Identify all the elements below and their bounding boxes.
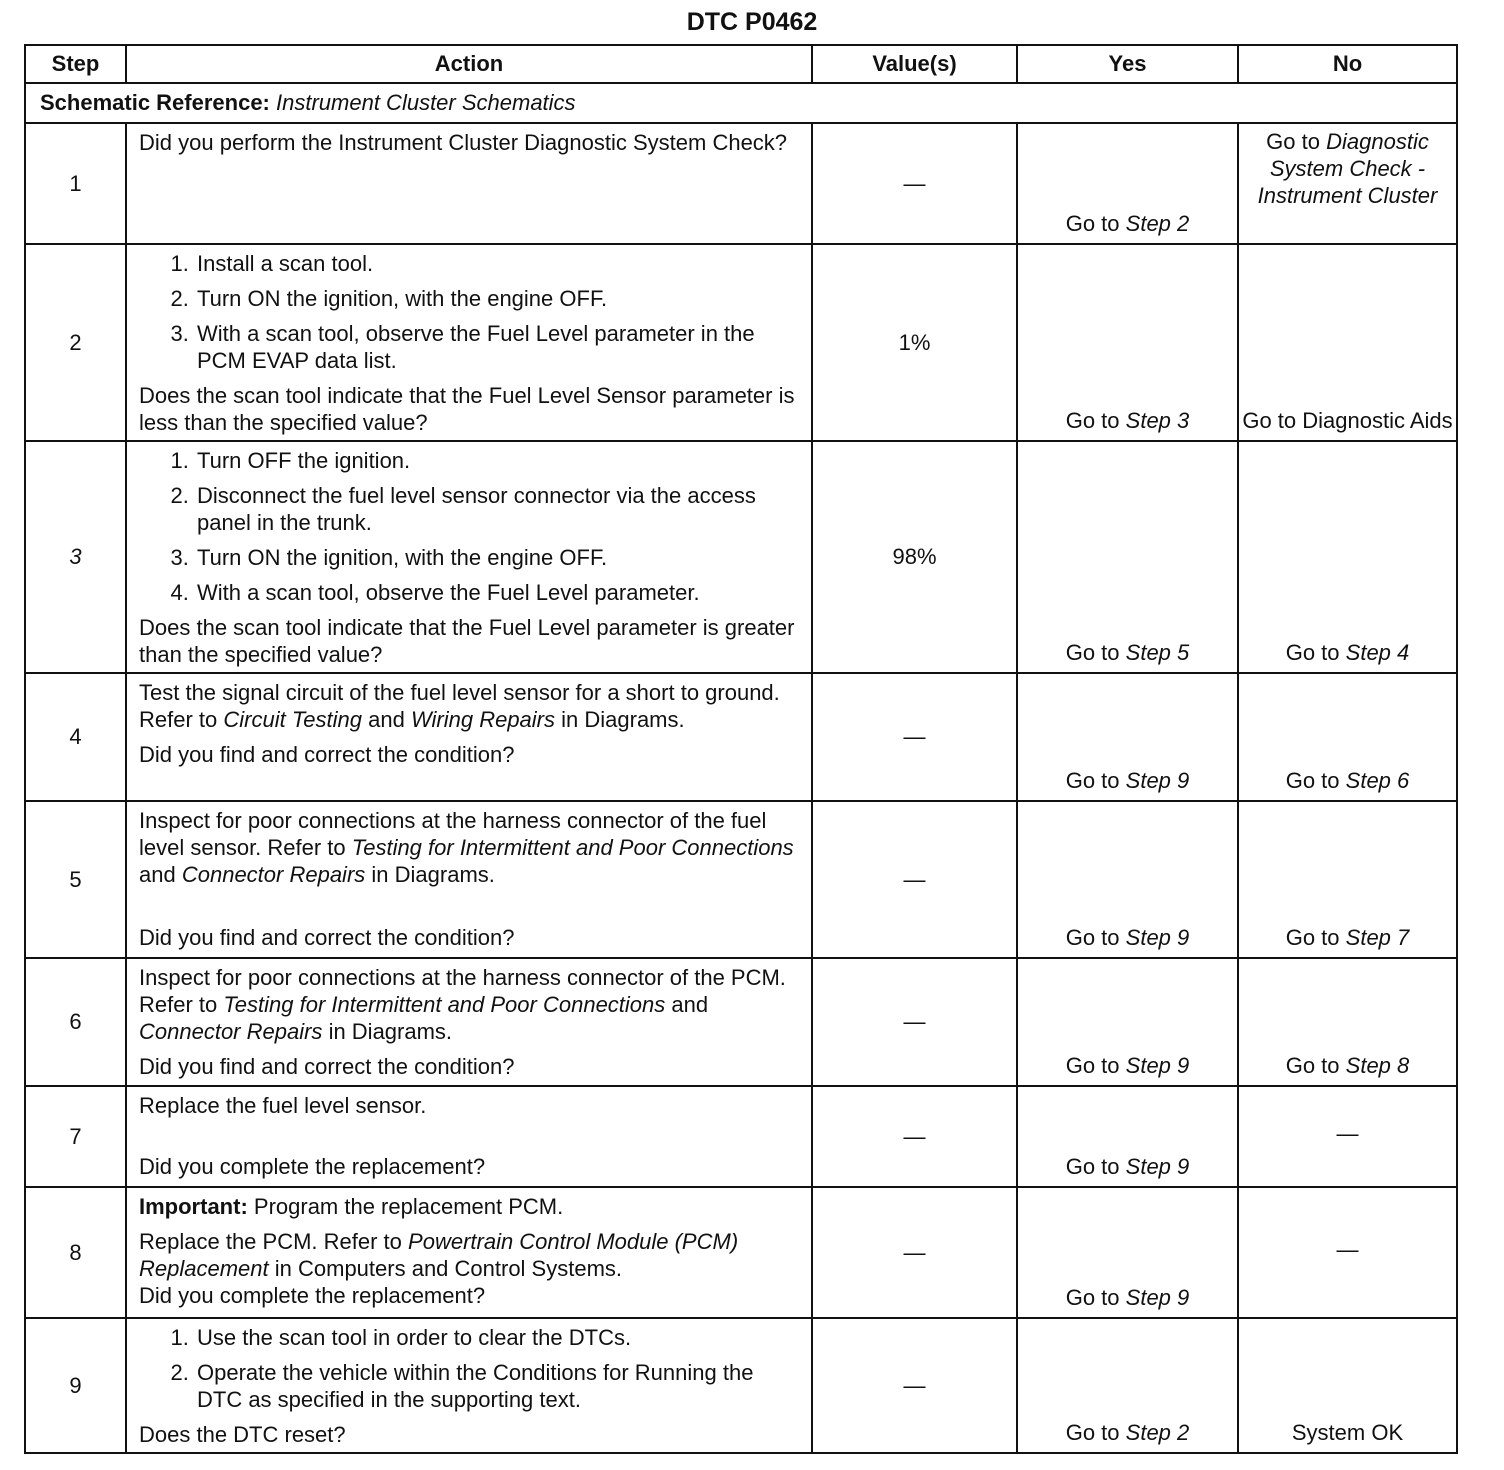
reference-link: Testing for Intermittent and Poor Connections: [351, 835, 794, 860]
action-cell: [126, 673, 812, 801]
action-step: 2. Operate the vehicle within the Conditions for Running the DTC as specified in the supporting text.: [195, 1359, 799, 1413]
no-cell: System OK: [1238, 1318, 1457, 1453]
action-steps-list: [139, 1324, 799, 1413]
action-question: Did you find and correct the condition?: [139, 742, 515, 767]
value-cell: —: [812, 801, 1017, 958]
step-number: 8: [25, 1187, 126, 1318]
action-step: 1. Use the scan tool in order to clear the DTCs.: [195, 1324, 799, 1351]
table-row: [25, 441, 1457, 673]
action-step: 1. Turn OFF the ignition.: [195, 447, 799, 474]
important-label: Important:: [139, 1194, 248, 1219]
value-cell: —: [812, 1187, 1017, 1318]
no-cell: Go to Diagnostic System Check - Instrument Cluster: [1238, 123, 1457, 244]
action-step: 3. Turn ON the ignition, with the engine OFF.: [195, 544, 799, 571]
action-cell: [126, 801, 812, 958]
table-row: [25, 801, 1457, 958]
no-step-ref: Diagnostic System Check - Instrument Cluster: [1257, 129, 1438, 208]
yes-cell: Go to Step 9: [1017, 801, 1238, 958]
yes-cell: Go to Step 9: [1017, 1086, 1238, 1187]
table-row: [25, 1086, 1457, 1187]
value-cell: —: [812, 958, 1017, 1086]
action-steps-list: [139, 250, 799, 374]
yes-step-ref: Step 9: [1125, 768, 1190, 793]
step-number: 7: [25, 1086, 126, 1187]
step-number: 1: [25, 123, 126, 244]
action-cell: [126, 1318, 812, 1453]
action-step: 1. Install a scan tool.: [195, 250, 799, 277]
header-step: Step: [25, 45, 126, 83]
diagnostic-table: [24, 44, 1458, 1454]
page-title: DTC P0462: [686, 8, 818, 36]
reference-link: Circuit Testing: [223, 707, 362, 732]
table-row: [25, 244, 1457, 441]
action-question: Does the scan tool indicate that the Fuel Level parameter is greater than the specified value?: [139, 615, 795, 667]
table-row: [25, 958, 1457, 1086]
action-question: Did you complete the replacement?: [139, 1283, 486, 1308]
action-text: Inspect for poor connections at the harness connector of the PCM. Refer to Testing for Intermittent and Poor Connections and Connector Repairs in Diagrams.: [139, 965, 786, 1044]
action-text: Did you perform the Instrument Cluster Diagnostic System Check?: [139, 130, 788, 155]
yes-step-ref: Step 5: [1125, 640, 1190, 665]
table-row: [25, 123, 1457, 244]
value-cell: —: [812, 123, 1017, 244]
yes-cell: Go to Step 3: [1017, 244, 1238, 441]
action-step: 2. Disconnect the fuel level sensor connector via the access panel in the trunk.: [195, 482, 799, 536]
step-number: 6: [25, 958, 126, 1086]
yes-step-ref: Step 9: [1125, 1053, 1190, 1078]
no-step-ref: Step 4: [1345, 640, 1410, 665]
header-row: [25, 45, 1457, 83]
action-cell: [126, 1086, 812, 1187]
header-yes: Yes: [1017, 45, 1238, 83]
action-cell: [126, 1187, 812, 1318]
yes-cell: Go to Step 9: [1017, 673, 1238, 801]
action-step: 4. With a scan tool, observe the Fuel Level parameter.: [195, 579, 799, 606]
action-steps-list: [139, 447, 799, 606]
action-step: 2. Turn ON the ignition, with the engine OFF.: [195, 285, 799, 312]
important-note: Important: Program the replacement PCM.: [139, 1194, 564, 1219]
yes-step-ref: Step 9: [1125, 925, 1190, 950]
action-text: Replace the PCM. Refer to Powertrain Control Module (PCM) Replacement in Computers and Control Systems.: [139, 1229, 739, 1281]
action-question: Does the DTC reset?: [139, 1422, 346, 1447]
table-row: [25, 1187, 1457, 1318]
step-number: 3: [25, 441, 126, 673]
action-question: Did you find and correct the condition?: [139, 1054, 515, 1079]
reference-link: Testing for Intermittent and Poor Connections: [223, 992, 666, 1017]
header-values: Value(s): [812, 45, 1017, 83]
yes-cell: Go to Step 2: [1017, 1318, 1238, 1453]
action-step: 3. With a scan tool, observe the Fuel Level parameter in the PCM EVAP data list.: [195, 320, 799, 374]
value-cell: 1%: [812, 244, 1017, 441]
yes-step-ref: Step 2: [1125, 211, 1190, 236]
action-text: Inspect for poor connections at the harness connector of the fuel level sensor. Refer to Testing for Intermittent and Poor Connections and Connector Repairs in Diagrams.: [139, 808, 794, 887]
action-cell: [126, 244, 812, 441]
step-number: 4: [25, 673, 126, 801]
schematic-reference-row: [25, 83, 1457, 123]
action-question: Does the scan tool indicate that the Fuel Level Sensor parameter is less than the specified value?: [139, 383, 795, 435]
yes-step-ref: Step 9: [1125, 1285, 1190, 1310]
no-cell: —: [1238, 1086, 1457, 1187]
reference-link: Connector Repairs: [139, 1019, 323, 1044]
action-question: Did you complete the replacement?: [139, 1154, 486, 1179]
no-step-ref: Step 8: [1345, 1053, 1410, 1078]
no-cell: Go to Step 8: [1238, 958, 1457, 1086]
value-cell: —: [812, 673, 1017, 801]
header-no: No: [1238, 45, 1457, 83]
action-question: Did you find and correct the condition?: [139, 925, 515, 950]
yes-step-ref: Step 9: [1125, 1154, 1190, 1179]
reference-link: Powertrain Control Module (PCM) Replacement: [139, 1229, 739, 1281]
no-cell: —: [1238, 1187, 1457, 1318]
table-row: [25, 673, 1457, 801]
no-cell: Go to Step 6: [1238, 673, 1457, 801]
no-cell: Go to Diagnostic Aids: [1238, 244, 1457, 441]
step-number: 9: [25, 1318, 126, 1453]
no-cell: Go to Step 7: [1238, 801, 1457, 958]
yes-step-ref: Step 3: [1125, 408, 1190, 433]
reference-link: Connector Repairs: [181, 862, 366, 887]
value-cell: —: [812, 1318, 1017, 1453]
action-text: Test the signal circuit of the fuel level sensor for a short to ground. Refer to Circuit Testing and Wiring Repairs in Diagrams.: [139, 680, 780, 732]
value-cell: —: [812, 1086, 1017, 1187]
schematic-reference-label: Schematic Reference:: [40, 90, 270, 115]
yes-cell: Go to Step 5: [1017, 441, 1238, 673]
no-step-ref: Step 7: [1345, 925, 1410, 950]
schematic-reference-link: Instrument Cluster Schematics: [276, 90, 576, 115]
no-cell: Go to Step 4: [1238, 441, 1457, 673]
action-cell: [126, 123, 812, 244]
step-number: 5: [25, 801, 126, 958]
action-text: Replace the fuel level sensor.: [139, 1093, 427, 1118]
table-row: [25, 1318, 1457, 1453]
reference-link: Wiring Repairs: [410, 707, 556, 732]
yes-cell: Go to Step 9: [1017, 1187, 1238, 1318]
header-action: Action: [126, 45, 812, 83]
value-cell: 98%: [812, 441, 1017, 673]
action-cell: [126, 441, 812, 673]
yes-cell: Go to Step 9: [1017, 958, 1238, 1086]
yes-step-ref: Step 2: [1125, 1420, 1190, 1445]
schematic-reference: [25, 83, 1457, 123]
yes-cell: Go to Step 2: [1017, 123, 1238, 244]
step-number: 2: [25, 244, 126, 441]
no-step-ref: Step 6: [1345, 768, 1410, 793]
action-cell: [126, 958, 812, 1086]
